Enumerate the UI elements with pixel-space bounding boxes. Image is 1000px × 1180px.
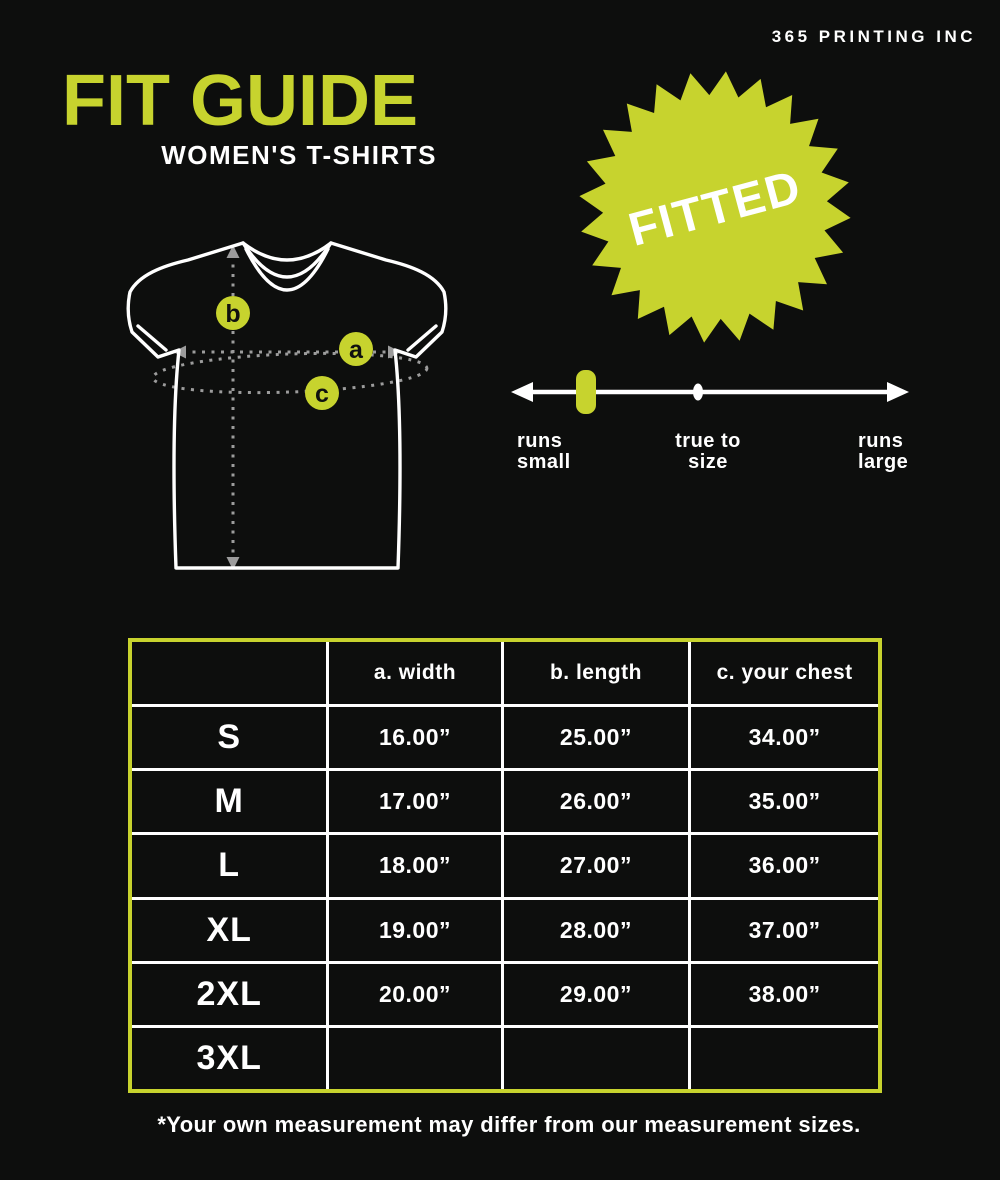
- marker-c-label: c: [315, 380, 329, 408]
- cell-s-chest: 34.00”: [691, 707, 878, 768]
- column-header-width: a. width: [329, 642, 500, 704]
- chest-guide-ellipse: [152, 349, 427, 397]
- cell-xl-chest: 37.00”: [691, 900, 878, 961]
- cell-3xl-chest: [691, 1028, 878, 1089]
- badge-label: FITTED: [622, 158, 808, 256]
- scale-label-line: runs: [858, 430, 904, 452]
- size-label-l: L: [132, 835, 326, 896]
- collar-back-curve: [243, 243, 331, 260]
- column-header-chest: c. your chest: [691, 642, 878, 704]
- cell-2xl-chest: 38.00”: [691, 964, 878, 1025]
- cell-3xl-width: [329, 1028, 500, 1089]
- size-label-xl: XL: [132, 900, 326, 961]
- collar-band-outer-curve: [246, 249, 328, 290]
- tshirt-body-path: [128, 243, 445, 568]
- page-subtitle: WOMEN'S T-SHIRTS: [161, 140, 437, 170]
- guide-arrowheads: [173, 245, 401, 570]
- table-corner-cell: [132, 642, 326, 704]
- scale-label-line: small: [517, 451, 571, 473]
- fit-scale: [505, 358, 915, 420]
- scale-label-runs-small: [517, 431, 571, 473]
- cell-xl-length: 28.00”: [504, 900, 689, 961]
- cell-s-width: 16.00”: [329, 707, 500, 768]
- scale-marker: [576, 370, 596, 414]
- cell-m-chest: 35.00”: [691, 771, 878, 832]
- left-sleeve-hem-line: [138, 326, 166, 350]
- fitted-badge: [570, 62, 860, 352]
- scale-label-line: large: [858, 451, 909, 473]
- scale-label-true-to-size: [655, 431, 761, 473]
- page-title: FIT GUIDE: [62, 61, 418, 141]
- brand-name: 365 PRINTING INC: [771, 27, 976, 46]
- cell-xl-width: 19.00”: [329, 900, 500, 961]
- true-to-size-dot: [693, 384, 703, 401]
- scale-label-line: runs: [517, 430, 563, 452]
- cell-m-width: 17.00”: [329, 771, 500, 832]
- size-label-3xl: 3XL: [132, 1028, 326, 1089]
- cell-3xl-length: [504, 1028, 689, 1089]
- cell-2xl-length: 29.00”: [504, 964, 689, 1025]
- tshirt-diagram: [110, 225, 470, 595]
- left-arrowhead-icon: [511, 382, 533, 402]
- cell-l-length: 27.00”: [504, 835, 689, 896]
- right-sleeve-hem-line: [408, 326, 436, 350]
- size-table: [128, 638, 882, 1093]
- cell-s-length: 25.00”: [504, 707, 689, 768]
- cell-l-width: 18.00”: [329, 835, 500, 896]
- footnote: *Your own measurement may differ from our measurement sizes.: [157, 1112, 861, 1137]
- scale-label-line: true to: [675, 430, 741, 452]
- right-arrowhead-icon: [887, 382, 909, 402]
- cell-2xl-width: 20.00”: [329, 964, 500, 1025]
- scale-label-runs-large: [858, 431, 908, 473]
- measurement-guides: [152, 255, 427, 561]
- size-label-s: S: [132, 707, 326, 768]
- cell-m-length: 26.00”: [504, 771, 689, 832]
- column-header-length: b. length: [504, 642, 689, 704]
- tshirt-outline: [128, 243, 445, 568]
- marker-a-label: a: [349, 336, 363, 364]
- size-label-2xl: 2XL: [132, 964, 326, 1025]
- cell-l-chest: 36.00”: [691, 835, 878, 896]
- scale-label-line: size: [688, 451, 728, 473]
- marker-b-label: b: [225, 300, 241, 328]
- size-label-m: M: [132, 771, 326, 832]
